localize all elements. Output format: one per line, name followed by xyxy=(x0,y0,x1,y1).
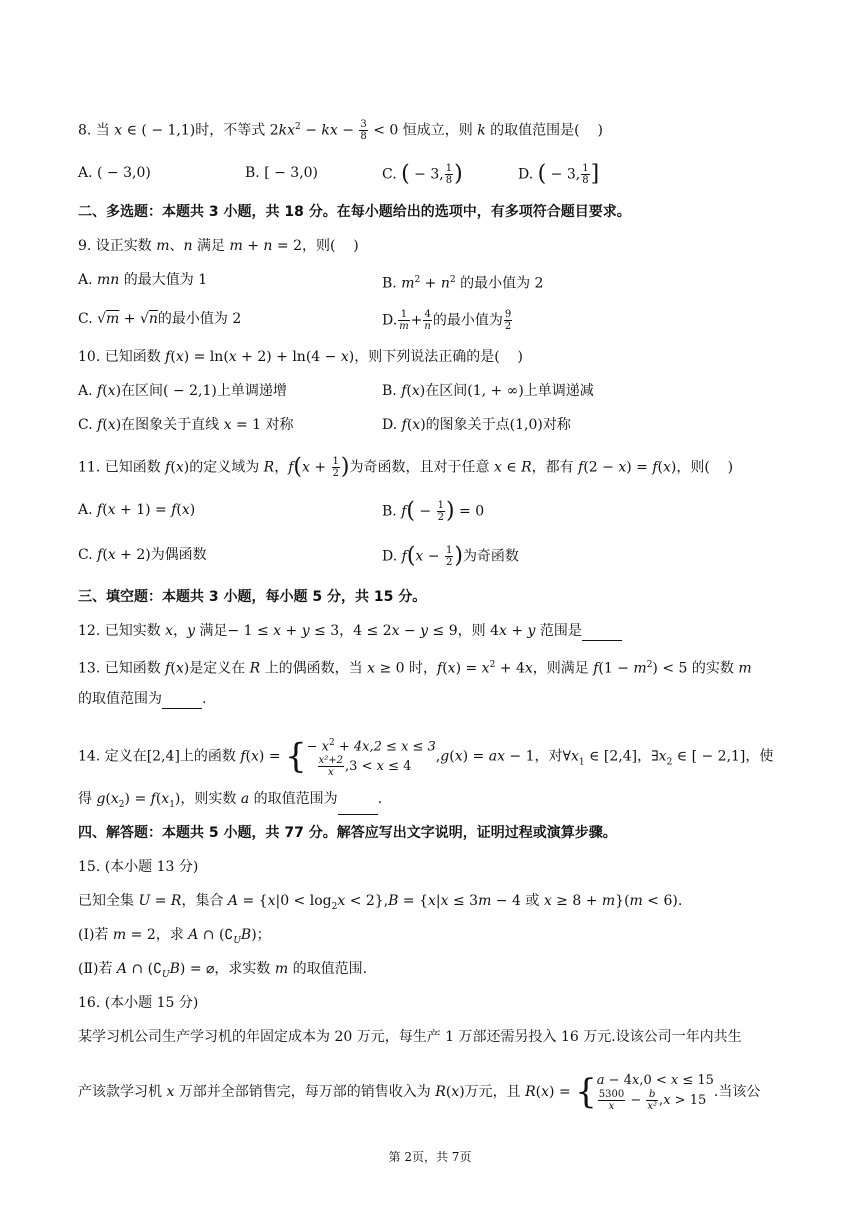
q15-line3: (Ⅱ)若 A ∩ $(∁_UB)$ = ⌀，求实数 m 的取值范围. xyxy=(78,961,368,980)
q13-line2: 的取值范围为 . xyxy=(78,691,207,707)
page-footer: 第 2页，共 7页 xyxy=(388,1150,472,1164)
q8-option-a: A. ( − 3,0) xyxy=(78,165,151,181)
q14-line1: 14. 定义在[2,4]上的函数 f(x) = { − $x^2 + 4x,2 \le x \le 3$ $\frac{\text{x²+2}}{x}$ ,3 < x ≤ 4 ,g(x) = ax − 1，对$\forall x_1$ ∈ [2,4]，$\exists x_2$ ∈ [ − 2,1]，使 xyxy=(78,736,774,779)
section-4-heading: 四、解答题：本题共 5 小题，共 77 分。解答应写出文字说明，证明过程或演算步骤。 xyxy=(78,825,617,841)
q9-option-b: B. $m^2 + n^2$ 的最小值为 2 xyxy=(382,275,544,292)
q16-line1: 某学习机公司生产学习机的年固定成本为 20 万元，每生产 1 万部还需另投入 16 万元.设该公司一年内共生 xyxy=(78,1029,742,1045)
section-3-heading: 三、填空题：本题共 3 小题，每小题 5 分，共 15 分。 xyxy=(78,589,427,605)
q9-stem: 9. 设正实数 m、n 满足 m + n = 2，则( ) xyxy=(78,238,359,254)
q11-stem: 11. 已知函数 f(x)的定义域为 R，f(x + $\frac{1}{2}$ )为奇函数，且对于任意 x ∈ R，都有 f(2 − x) = f(x)，则( ) xyxy=(78,454,734,480)
q11-option-b: B. f( − $\frac{1}{2}$ ) = 0 xyxy=(382,498,485,524)
q10-option-c: C. f(x)在图象关于直线 x = 1 对称 xyxy=(78,417,294,433)
q15-line2: (Ⅰ)若 m = 2，求 A ∩ $(∁_UB)$； xyxy=(78,927,271,946)
q10-stem: 10. 已知函数 f(x) = ln(x + 2) + ln(4 − x)，则下列说法正确的是( ) xyxy=(78,349,523,365)
q11-option-a: A. f(x + 1) = f(x) xyxy=(78,502,196,518)
q8-option-c: C. ( − 3, $\frac{1}{8}$ ) xyxy=(382,161,463,187)
q11-option-d: D. f(x − $\frac{1}{2}$ )为奇函数 xyxy=(382,543,519,569)
q8-stem: 8. 当 x ∈ ( − 1,1)时，不等式 $2kx^2$ − kx − $\frac{3}{8}$ < 0 恒成立，则 k 的取值范围是( ) xyxy=(78,119,603,143)
q15-line1: 已知全集 U = R，集合 $A = \{x|0 < \log_2x < 2\},B = \{x|x \le 3m - 4$ 或 x ≥ 8 + m}(m < 6). xyxy=(78,893,683,912)
q16-line2: 产该款学习机 x 万部并全部销售完，每万部的销售收入为 R(x)万元，且 R(x) = { a − 4x,0 < x ≤ 15 $\frac{5300}{x}$ − $\frac{b}{\text{x²}}$ ,x > 15 .当该公 xyxy=(78,1072,761,1112)
q12-stem: 12. 已知实数 x，y 满足− 1 ≤ x + y ≤ 3，4 ≤ 2x − y ≤ 9，则 4x + y 范围是 xyxy=(78,621,622,641)
q14-line2: 得 $g(x_2) = f(x_1)$，则实数 a 的取值范围为 . xyxy=(78,789,382,815)
q11-option-c: C. f(x + 2)为偶函数 xyxy=(78,547,207,563)
q15-header: 15. (本小题 13 分) xyxy=(78,859,199,875)
q8-option-b: B. [ − 3,0) xyxy=(245,165,319,181)
q9-option-d: D. $\frac{1}{m}$ + $\frac{4}{n}$ 的最小值为 $\frac{9}{2}$ xyxy=(382,309,512,332)
q10-option-b: B. f(x)在区间(1, + ∞)上单调递减 xyxy=(382,383,594,399)
section-2-heading: 二、多选题：本题共 3 小题，共 18 分。在每小题给出的选项中，有多项符合题目要求。 xyxy=(78,204,631,220)
q8-option-d: D. ( − 3, $\frac{1}{8}$ ] xyxy=(518,161,600,187)
q10-option-a: A. f(x)在区间( − 2,1)上单调递增 xyxy=(78,383,287,399)
q16-header: 16. (本小题 15 分) xyxy=(78,995,199,1011)
q9-option-c: C. √m + √n的最小值为 2 xyxy=(78,311,242,327)
q10-option-d: D. f(x)的图象关于点(1,0)对称 xyxy=(382,417,571,433)
q13-line1: 13. 已知函数 f(x)是定义在 R 上的偶函数，当 x ≥ 0 时，$f(x) = x^2 + 4x$，则满足 $f(1 - m^2) < 5$ 的实数 m xyxy=(78,660,752,677)
q9-option-a: A. mn 的最大值为 1 xyxy=(78,272,208,288)
